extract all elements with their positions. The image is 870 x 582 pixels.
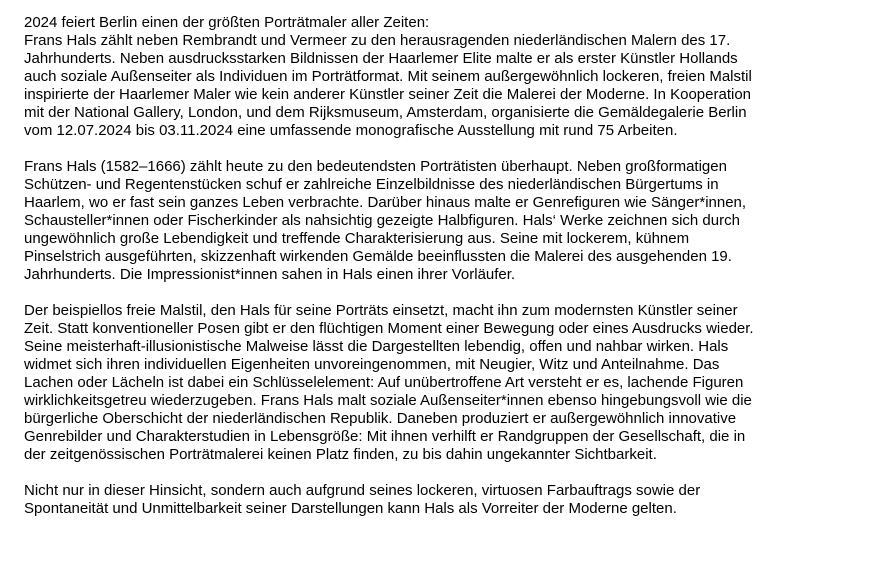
- paragraph-conclusion: [24, 482, 858, 518]
- text-line: ungewöhnlich große Lebendigkeit und treffende Charakterisierung aus. Seine mit lockerem, kühnem: [24, 230, 690, 247]
- text-line: vom 12.07.2024 bis 03.11.2024 eine umfassende monografische Ausstellung mit rund 75 Arbeiten.: [24, 122, 678, 139]
- text-line: Frans Hals (1582–1666) zählt heute zu den bedeutendsten Porträtisten überhaupt. Neben großformatigen: [24, 158, 727, 175]
- text-line: 2024 feiert Berlin einen der größten Porträtmaler aller Zeiten:: [24, 14, 430, 31]
- text-line: Der beispiellos freie Malstil, den Hals für seine Porträts einsetzt, macht ihn zum modernsten Künstler seiner: [24, 302, 738, 319]
- text-line: Jahrhunderts. Die Impressionist*innen sahen in Hals einen ihrer Vorläufer.: [24, 266, 516, 283]
- text-line: Frans Hals zählt neben Rembrandt und Vermeer zu den herausragenden niederländischen Malern des 17.: [24, 32, 731, 49]
- text-line: bürgerliche Oberschicht der niederländischen Republik. Daneben produziert er außergewöhnlich innovative: [24, 410, 737, 427]
- text-line: Schausteller*innen oder Fischerkinder als nahsichtig gezeigte Halbfiguren. Hals‘ Werke zeichnen sich durch: [24, 212, 740, 229]
- text-line: inspirierte der Haarlemer Maler wie kein anderer Künstler seiner Zeit die Malerei der Moderne. In Kooperation: [24, 86, 752, 103]
- text-line: Pinselstrich ausgeführten, skizzenhaft wirkenden Gemälde beeinflussten die Malerei des ausgehenden 19.: [24, 248, 732, 265]
- paragraph-biography: [24, 158, 858, 284]
- text-line: Jahrhunderts. Neben ausdrucksstarken Bildnissen der Haarlemer Elite malte er als erster Künstler Hollands: [24, 50, 738, 67]
- text-line: Nicht nur in dieser Hinsicht, sondern auch aufgrund seines lockeren, virtuosen Farbauftrags sowie der: [24, 482, 701, 499]
- paragraph-intro: [24, 14, 858, 140]
- paragraph-style: [24, 302, 858, 464]
- text-line: Haarlem, wo er fast sein ganzes Leben verbrachte. Darüber hinaus malte er Genrefiguren wie Sänger*innen,: [24, 194, 747, 211]
- text-line: Lachen oder Lächeln ist dabei ein Schlüsselelement: Auf unübertroffene Art versteht er es, lachende Figuren: [24, 374, 744, 391]
- text-line: wirklichkeitsgetreu wiederzugeben. Frans Hals malt soziale Außenseiter*innen ebenso hingebungsvoll wie die: [24, 392, 752, 409]
- text-line: Spontaneität und Unmittelbarkeit seiner Darstellungen kann Hals als Vorreiter der Moderne gelten.: [24, 500, 677, 517]
- text-line: Seine meisterhaft-illusionistische Malweise lässt die Dargestellten lebendig, offen und nahbar wirken. Hals: [24, 338, 729, 355]
- text-line: mit der National Gallery, London, und dem Rijksmuseum, Amsterdam, organisierte die Gemäldegalerie Berlin: [24, 104, 747, 121]
- text-line: Schützen- und Regentenstücken schuf er zahlreiche Einzelbildnisse des niederländischen Bürgertums in: [24, 176, 719, 193]
- text-line: auch soziale Außenseiter als Individuen im Porträtformat. Mit seinem außergewöhnlich lockeren, freien Malstil: [24, 68, 752, 85]
- text-line: Genrebilder und Charakterstudien in Lebensgröße: Mit ihnen verhilft er Randgruppen der Gesellschaft, die in: [24, 428, 746, 445]
- text-line: Zeit. Statt konventioneller Posen gibt er den flüchtigen Moment einer Bewegung oder eines Ausdrucks wieder.: [24, 320, 754, 337]
- text-line: widmet sich ihren individuellen Eigenheiten unvoreingenommen, mit Neugier, Witz und Anteilnahme. Das: [24, 356, 720, 373]
- text-line: der zeitgenössischen Porträtmalerei keinen Platz finden, zu bis dahin ungekannter Sichtbarkeit.: [24, 446, 657, 463]
